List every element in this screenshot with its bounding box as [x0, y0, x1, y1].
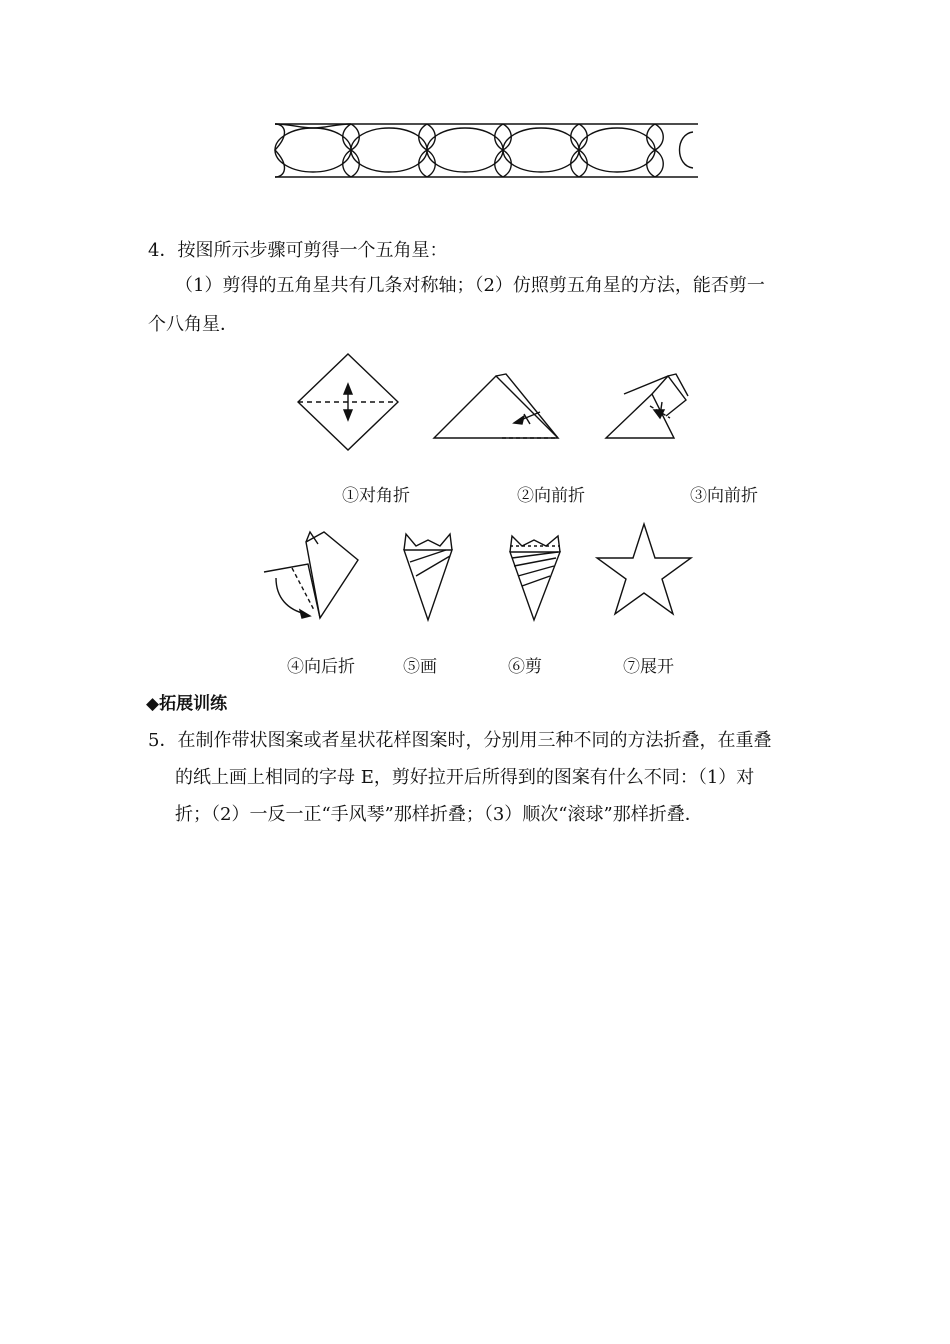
q4-line-1: 4．按图所示步骤可剪得一个五角星：: [148, 240, 448, 261]
q5-line-2: 的纸上画上相同的字母 E，剪好拉开后所得到的图案有什么不同：（1）对: [175, 767, 755, 788]
star-result-figure: [594, 522, 694, 618]
caption-step-7: ⑦展开: [623, 657, 674, 677]
q4-line-3: 个八角星．: [148, 314, 238, 335]
section-title: 拓展训练: [159, 694, 228, 714]
caption-step-5: ⑤画: [403, 657, 437, 677]
caption-step-4: ④向后折: [287, 657, 355, 677]
fold-step-3-figure: [604, 372, 696, 442]
fold-step-4-figure: [262, 530, 362, 622]
fold-step-2-figure: [432, 372, 562, 442]
q5-line-1: 5．在制作带状图案或者星状花样图案时，分别用三种不同的方法折叠，在重叠: [148, 730, 772, 751]
q5-line-3: 折；（2）一反一正“手风琴”那样折叠；（3）顺次“滚球”那样折叠．: [175, 804, 703, 825]
band-pattern-figure: [270, 120, 700, 182]
fold-step-1-figure: [296, 352, 400, 452]
fold-step-5-figure: [400, 532, 456, 622]
section-heading: [146, 691, 227, 717]
caption-step-6: ⑥剪: [508, 657, 542, 677]
caption-step-3: ③向前折: [690, 486, 758, 506]
q4-line-2: （1）剪得的五角星共有几条对称轴；（2）仿照剪五角星的方法，能否剪一: [175, 275, 765, 296]
caption-step-2: ②向前折: [517, 486, 585, 506]
caption-step-1: ①对角折: [342, 486, 410, 506]
fold-step-6-figure: [506, 532, 564, 622]
band-ovals: [275, 128, 693, 172]
diamond-bullet-icon: ◆: [146, 694, 160, 714]
